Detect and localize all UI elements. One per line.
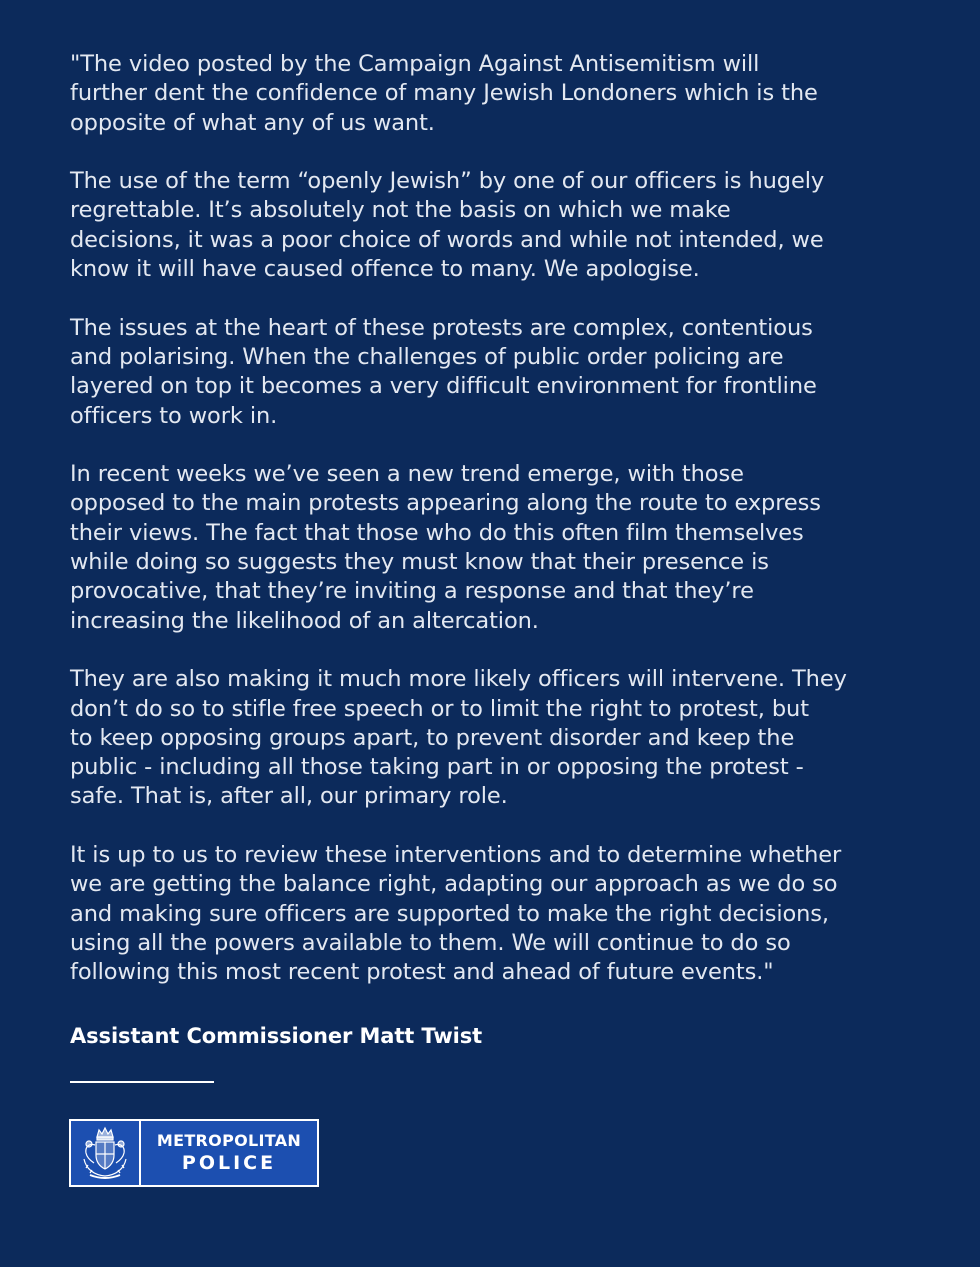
statement-paragraph: [70, 314, 910, 431]
signature: Assistant Commissioner Matt Twist: [70, 1024, 483, 1048]
text-line: to keep opposing groups apart, to prevent disorder and keep the: [70, 724, 795, 751]
text-line: opposed to the main protests appearing along the route to express: [70, 490, 821, 517]
text-line: The issues at the heart of these protests are complex, contentious: [70, 314, 813, 341]
text-line: opposite of what any of us want.: [70, 109, 435, 136]
text-line: public - including all those taking part in or opposing the protest -: [70, 754, 804, 781]
logo-line-police: POLICE: [181, 1152, 277, 1174]
text-line: "The video posted by the Campaign Against Antisemitism will: [70, 51, 760, 77]
text-line: layered on top it becomes a very difficult environment for frontline: [70, 373, 817, 400]
statement-paragraph: [70, 50, 910, 138]
text-line: safe. That is, after all, our primary role.: [70, 783, 508, 810]
text-line: They are also making it much more likely officers will intervene. They: [70, 666, 847, 693]
text-line: know it will have caused offence to many. We apologise.: [70, 256, 700, 283]
logo-line-metropolitan: METROPOLITAN: [156, 1131, 302, 1150]
text-line: and polarising. When the challenges of public order policing are: [70, 343, 784, 370]
text-line: increasing the likelihood of an altercation.: [70, 607, 539, 634]
text-line: their views. The fact that those who do this often film themselves: [70, 519, 804, 546]
text-line: don’t do so to stifle free speech or to limit the right to protest, but: [70, 695, 809, 722]
text-line: provocative, that they’re inviting a response and that they’re: [70, 578, 754, 605]
text-line: further dent the confidence of many Jewish Londoners which is the: [70, 80, 818, 107]
statement-paragraph: [70, 841, 910, 987]
divider: [70, 1081, 214, 1083]
logo-wordmark: [141, 1121, 317, 1185]
statement-paragraph: [70, 665, 910, 811]
statement-paragraph: [70, 460, 910, 636]
statement-paragraph: [70, 167, 910, 284]
met-police-crest-icon: [71, 1121, 141, 1185]
text-line: decisions, it was a poor choice of words and while not intended, we: [70, 226, 824, 253]
text-line: while doing so suggests they must know that their presence is: [70, 549, 769, 576]
text-line: regrettable. It’s absolutely not the basis on which we make: [70, 197, 731, 224]
text-line: In recent weeks we’ve seen a new trend emerge, with those: [70, 461, 744, 488]
text-line: using all the powers available to them. We will continue to do so: [70, 929, 791, 956]
text-line: following this most recent protest and ahead of future events.": [70, 959, 774, 986]
text-line: The use of the term “openly Jewish” by one of our officers is hugely: [70, 168, 825, 195]
text-line: It is up to us to review these interventions and to determine whether: [70, 842, 842, 869]
text-line: and making sure officers are supported to make the right decisions,: [70, 900, 829, 927]
statement-body: [70, 50, 910, 1017]
text-line: officers to work in.: [70, 402, 278, 429]
metropolitan-police-logo: [69, 1119, 319, 1187]
crest-graphic: [76, 1125, 134, 1181]
text-line: we are getting the balance right, adapting our approach as we do so: [70, 871, 838, 898]
